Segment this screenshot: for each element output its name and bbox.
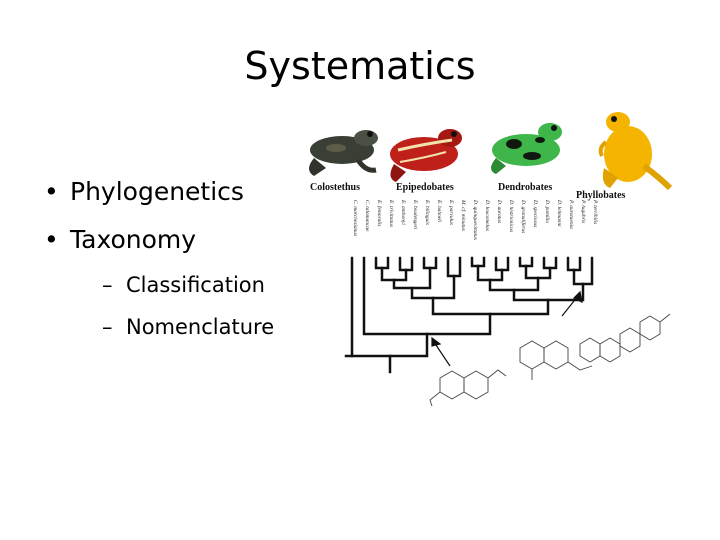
species-label: E. hahneli [436,200,442,223]
species-label: D. histrionicus [508,200,514,233]
species-label: D. lehmanni [556,200,562,227]
phylogeny-svg [300,108,678,406]
species-label: C. marchesianus [352,200,358,237]
slide-title: Systematics [244,44,476,88]
species-label: E. parvulus [448,200,454,225]
arrow-icons [432,292,582,366]
species-label: E. bilinguis [424,200,430,225]
genus-label-colostethus: Colostethus [310,182,361,193]
bullet-glyph: • [44,177,59,206]
bullet-glyph: • [44,225,59,254]
bullet-item-taxonomy [44,216,314,264]
genus-label-epipedobates: Epipedobates [396,182,454,193]
frog-colostethus-image [309,130,378,176]
frog-dendrobates-image [491,123,562,174]
genus-label-dendrobates: Dendrobates [498,182,553,193]
toxin-structure-icon [430,370,506,406]
sub-bullet-glyph: – [102,315,113,339]
frog-phyllobates-image [601,112,670,188]
sub-bullet-text: Nomenclature [126,315,275,339]
cladogram-tree [346,258,592,372]
species-label: C. talamancae [364,200,370,232]
toxin-structure-icon [580,314,670,362]
frog-epipedobates-image [390,129,462,182]
sub-bullet-glyph: – [102,273,113,297]
species-label: D. granuliferus [520,200,526,234]
sub-bullet-text: Classification [126,273,265,297]
species-label: P. lugubris [580,200,586,224]
species-label: P. aurotaenia [568,200,574,229]
species-label: D. quinquevittatus [472,200,478,240]
genus-label-phyllobates: Phyllobates [576,190,626,201]
species-label: P. terribilis [592,200,598,225]
species-label: D. auratus [496,200,502,224]
species-label: E. anthonyi [400,200,406,225]
toxin-structure-icon [520,341,592,380]
species-label: E. trivittatus [388,200,394,227]
bullet-list [44,168,314,348]
species-label: D. speciosus [532,200,538,228]
species-labels [352,199,598,240]
sub-bullet-nomenclature [44,306,314,348]
species-label: D. leucomelas [484,200,490,231]
bullet-item-phylogenetics [44,168,314,216]
sub-bullet-classification [44,264,314,306]
bullet-text: Taxonomy [70,225,197,254]
bullet-text: Phylogenetics [70,177,244,206]
phylogeny-figure [300,108,678,406]
species-label: E. boulengeri [412,200,418,230]
species-label: E. femoralis [376,200,382,227]
species-label: M. cf. minutus [460,200,466,231]
species-label: D. pumilio [544,200,550,224]
